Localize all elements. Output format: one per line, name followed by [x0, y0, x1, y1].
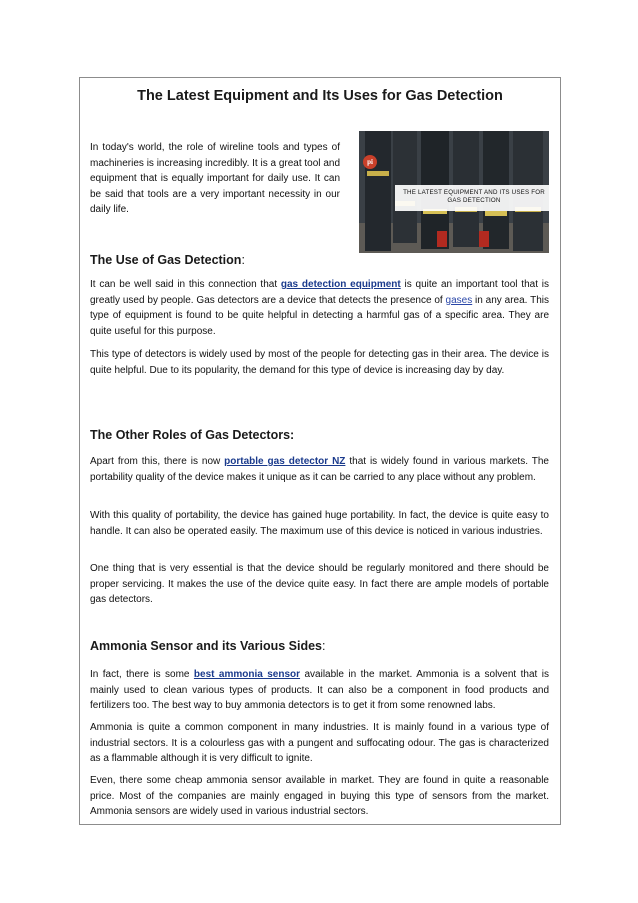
section-heading-other-roles: The Other Roles of Gas Detectors:	[90, 428, 295, 442]
document-page	[79, 77, 561, 825]
hero-caption-line-1: THE LATEST EQUIPMENT AND ITS USES FOR	[403, 189, 545, 196]
section1-paragraph-1: It can be well said in this connection that gas detection equipment is quite an important tool that is greatly used by people. Gas detectors are a device that detects the presence of gases in any area. This type of equipment is found to be quite helpful in detecting a harmful gas of a specific area. They are quite useful for this purpose.	[90, 279, 549, 337]
gas-detection-equipment-link[interactable]: gas detection equipment	[280, 279, 401, 290]
section2-paragraph-3: One thing that is very essential is that the device should be regularly monitored and there should be proper servicing. It makes the use of the device quite easy. In fact there are ample models of portable gas detectors.	[90, 563, 549, 605]
section-heading-ammonia-sensor: Ammonia Sensor and its Various Sides:	[90, 639, 326, 653]
intro-paragraph: In today's world, the role of wireline tools and types of machineries is increasing incredibly. It is a great tool and equipment that is equally important for daily use. It can be said that tools are a very important necessity in our daily life.	[90, 142, 340, 215]
best-ammonia-sensor-link[interactable]: best ammonia sensor	[193, 669, 301, 680]
section2-paragraph-2: With this quality of portability, the device has gained huge portability. In fact, the device is quite easy to handle. It can also be operated easily. The maximum use of this device is noticed in various industries.	[90, 510, 549, 537]
hero-caption	[399, 189, 549, 205]
hero-image	[359, 131, 549, 253]
section-heading-gas-detection: The Use of Gas Detection:	[90, 253, 245, 267]
hero-logo-badge: pi	[363, 155, 377, 169]
section3-paragraph-1: In fact, there is some best ammonia sensor available in the market. Ammonia is a solvent that is mainly used to clean various types of products. It can also be a component in food products and fertilizers too. The best way to buy ammonia detectors is to get it from some renowned labs.	[90, 669, 549, 711]
hero-caption-line-2: GAS DETECTION	[447, 197, 501, 204]
gases-link[interactable]: gases	[445, 294, 473, 306]
section1-paragraph-2: This type of detectors is widely used by most of the people for detecting gas in their area. The device is quite helpful. Due to its popularity, the demand for this type of device is increasing day by day.	[90, 349, 549, 376]
section2-paragraph-1: Apart from this, there is now portable gas detector NZ that is widely found in various markets. The portability quality of the device makes it unique as it can be carried to any place without any problem.	[90, 456, 549, 483]
portable-gas-detector-link[interactable]: portable gas detector NZ	[224, 456, 346, 467]
section3-paragraph-3: Even, there some cheap ammonia sensor available in market. They are found in quite a reasonable price. Most of the companies are mainly engaged in buying this type of sensors from the market. Ammonia sensors are widely used in various industrial sectors.	[90, 775, 549, 817]
section3-paragraph-2: Ammonia is quite a common component in many industries. It is mainly found in a various type of industrial sectors. It is a colourless gas with a pungent and suffocating odour. The gas is characterized as a flammable although it is very difficult to ignite.	[90, 722, 549, 764]
page-title: The Latest Equipment and Its Uses for Gas Detection	[137, 88, 503, 104]
